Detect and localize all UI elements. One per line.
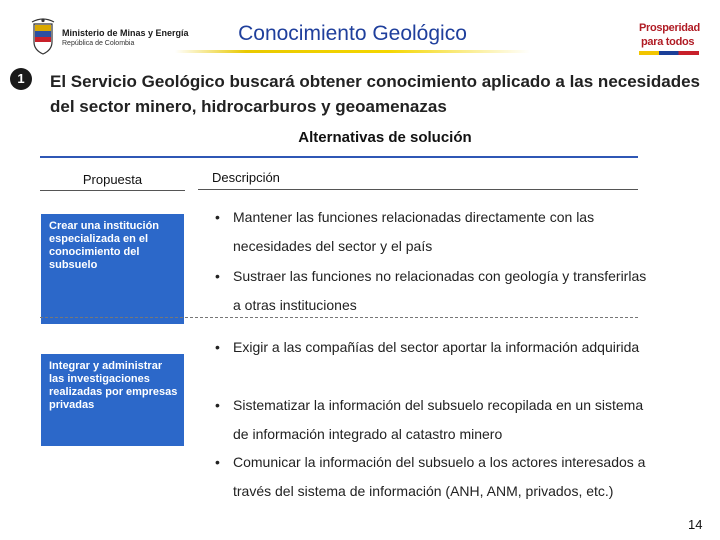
bullet-icon: • — [215, 397, 220, 413]
page-number: 14 — [688, 517, 703, 532]
ministry-logo — [28, 18, 189, 58]
bullet-icon: • — [215, 209, 220, 225]
brand-word-2: para todos — [641, 36, 695, 48]
title-underline — [175, 50, 530, 53]
proposal-box: Crear una institución especializada en el conocimiento del subsuelo — [41, 214, 184, 324]
ministry-name: Ministerio de Minas y Energía — [62, 28, 189, 38]
column-header-descripcion: Descripción — [212, 170, 280, 185]
ministry-subtitle: República de Colombia — [62, 40, 135, 47]
bullet-icon: • — [215, 268, 220, 284]
bullet-text: Sustraer las funciones no relacionadas con geología y transferirlas a otras instituciones — [233, 268, 647, 313]
bullet-text: Sistematizar la información del subsuelo recopilada en un sistema de información integrado al catastro minero — [233, 397, 644, 442]
prosperidad-logo — [635, 20, 703, 56]
brand-word-1: Prosperidad — [639, 22, 700, 34]
page-title: Conocimiento Geológico — [238, 22, 467, 45]
row-divider — [40, 317, 638, 318]
coat-of-arms-icon — [28, 18, 58, 58]
section-title: Alternativas de solución — [298, 129, 472, 146]
column-header-propuesta: Propuesta — [82, 172, 143, 187]
brand-color-bar — [639, 51, 699, 55]
bullet-text: Exigir a las compañías del sector aportar la información adquirida — [233, 339, 640, 355]
intro-statement: El Servicio Geológico buscará obtener conocimiento aplicado a las necesidades del sector minero, hidrocarburos y geoamenazas — [50, 72, 700, 116]
proposal-box: Integrar y administrar las investigaciones realizadas por empresas privadas — [41, 354, 184, 446]
bullet-text: Comunicar la información del subsuelo a los actores interesados a través del sistema de información (ANH, ANM, privados, etc.) — [233, 454, 646, 499]
section-rule — [40, 156, 638, 158]
bullet-icon: • — [215, 454, 220, 470]
item-number-badge: 1 — [10, 68, 32, 90]
bullet-icon: • — [215, 339, 220, 355]
bullet-text: Mantener las funciones relacionadas directamente con las necesidades del sector y el país — [233, 209, 595, 254]
header-rule-left — [40, 190, 185, 191]
header-rule-right — [198, 189, 638, 190]
